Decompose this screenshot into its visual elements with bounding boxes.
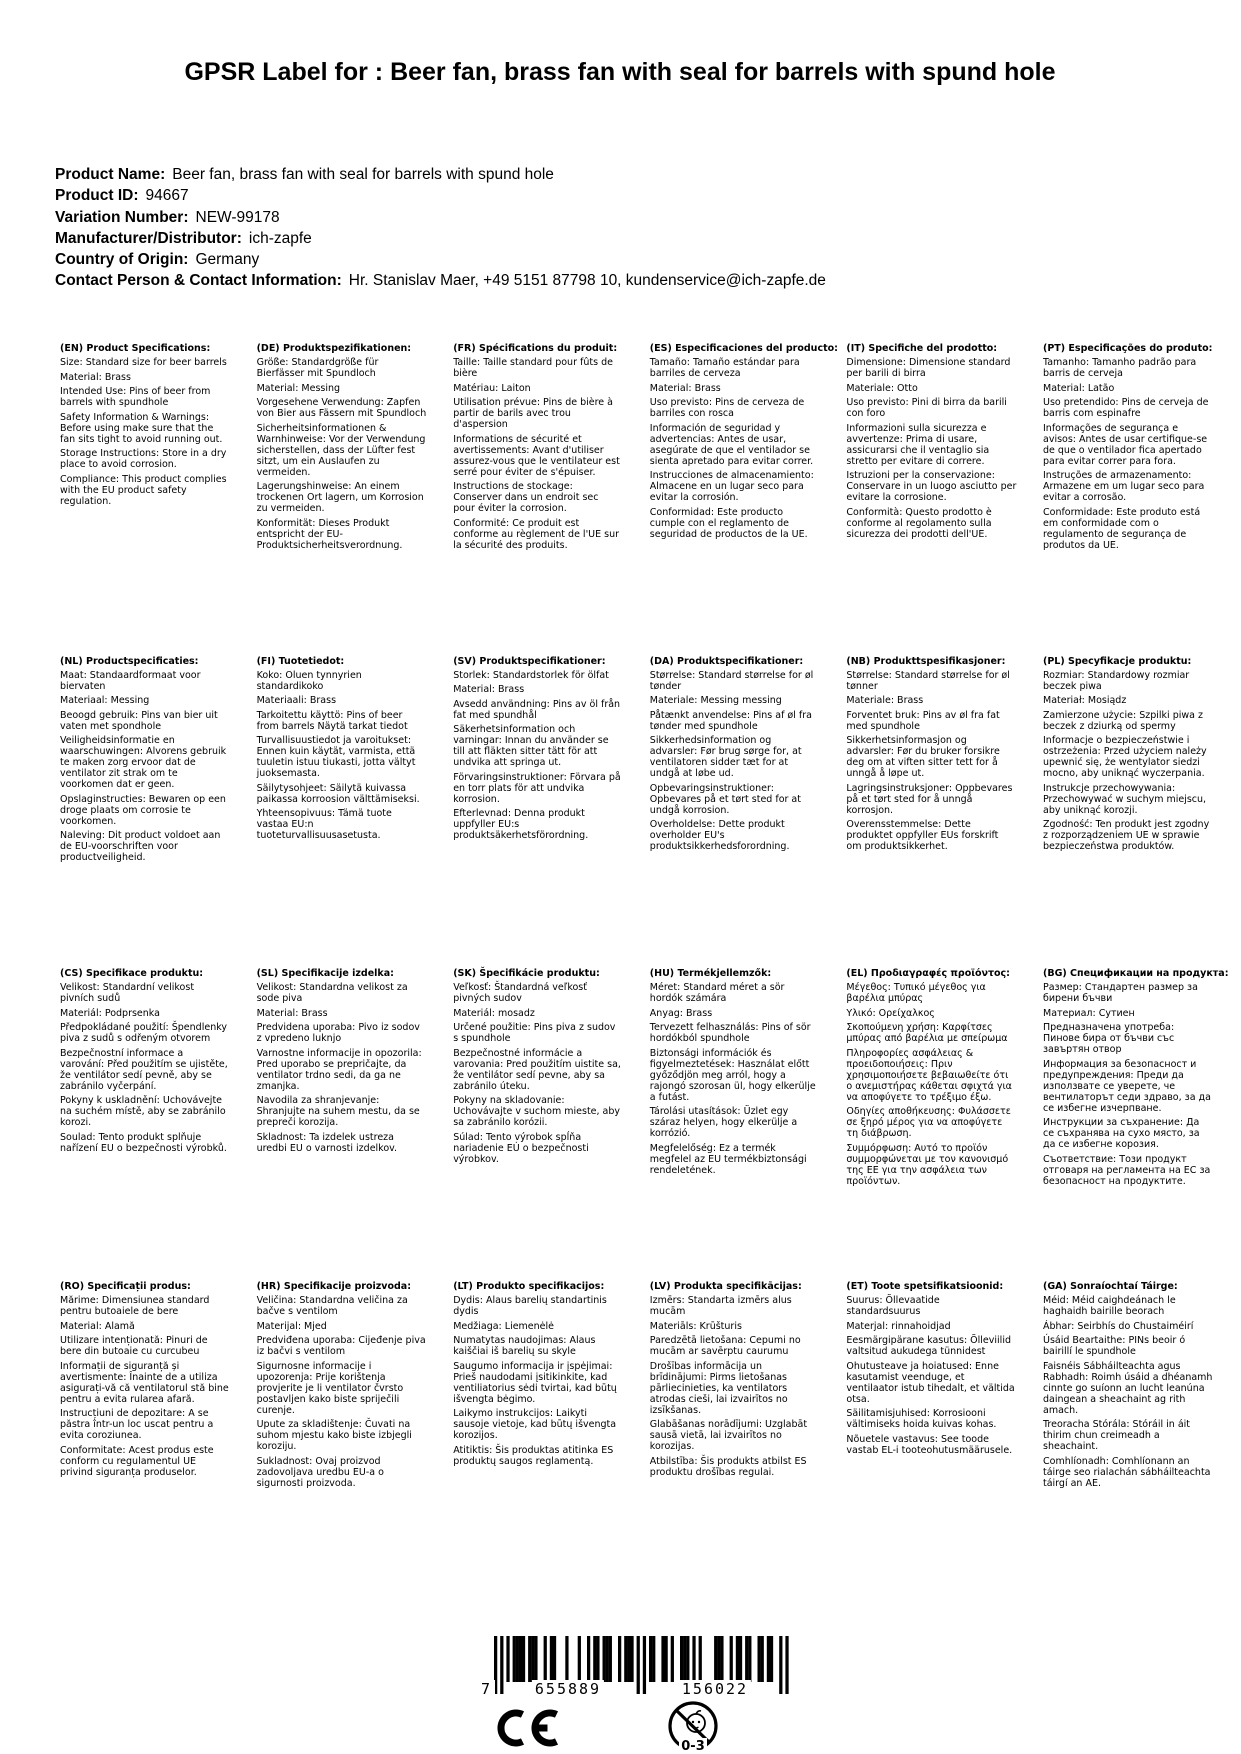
barcode-lead-digit: 7 <box>478 1680 495 1698</box>
language-heading: (FI) Tuotetiedot: <box>256 655 345 667</box>
product-info-line <box>55 249 1155 270</box>
language-block <box>1043 1281 1219 1492</box>
language-block <box>650 968 826 1179</box>
barcode <box>478 1636 808 1702</box>
spec-item: Sikkerhetsinformasjon og advarsler: Før du bruker forsikre deg om at viften sitter tett for å unngå å løpe ut. <box>846 735 1000 780</box>
spec-item: Beoogd gebruik: Pins van bier uit vaten met spondhole <box>60 709 218 732</box>
spec-item: Materijal: Mjed <box>256 1320 327 1332</box>
language-block <box>846 968 1022 1190</box>
spec-item: Materiał: Mosiądz <box>1043 695 1127 707</box>
spec-item: Säkerhetsinformation och varningar: Innan du använder se till att fläkten sitter tätt för att undvika att springa ut. <box>453 724 609 769</box>
field-value: NEW-99178 <box>195 208 280 226</box>
spec-item: Size: Standard size for beer barrels <box>60 357 227 368</box>
spec-item: Intended Use: Pins of beer from barrels with spundhole <box>60 386 211 408</box>
field-value: ich-zapfe <box>248 229 312 247</box>
spec-item: Avsedd användning: Pins av öl från fat med spundhål <box>453 698 621 721</box>
spec-item: Предназначена употреба: Пинове бира от бъчви със завъртян отвор <box>1043 1022 1175 1056</box>
spec-item: Velikost: Standardní velikost pivních sudů <box>60 982 195 1005</box>
language-block <box>846 343 1022 543</box>
language-heading: (CS) Specifikace produktu: <box>60 968 204 980</box>
spec-item: Ábhar: Seirbhís do Chustaiméirí <box>1043 1320 1194 1332</box>
page-title: GPSR Label for : Beer fan, brass fan with seal for barrels with spund hole <box>184 58 1056 86</box>
spec-item: Påtænkt anvendelse: Pins af øl fra tønder med spundhole <box>649 709 812 732</box>
spec-item: Úsáid Beartaithe: PINs beoir ó bairillí le spundhole <box>1043 1335 1186 1358</box>
spec-item: Zgodność: Ten produkt jest zgodny z rozporządzeniem UE w sprawie bezpieczeństwa produktów. <box>1043 819 1210 853</box>
spec-item: Faisnéis Sábháilteachta agus Rabhadh: Roimh úsáid a dhéanamh cinnte go suíonn an lucht leanúna daingean a sheachaint ag rith amach. <box>1043 1360 1213 1416</box>
spec-item: Размер: Стандартен размер за бирени бъчви <box>1043 982 1198 1005</box>
spec-item: Veiligheidsinformatie en waarschuwingen: Alvorens gebruik te maken zorg ervoor dat de ventilator zit strak om te voorkomen dat er geen. <box>60 735 227 791</box>
spec-item: Utilisation prévue: Pins de bière à partir de barils avec trou d'aspersion <box>453 397 613 430</box>
spec-item: Konformität: Dieses Produkt entspricht der EU-Produktsicherheitsverordnung. <box>256 517 403 551</box>
spec-item: Paredzētā lietošana: Cepumi no mucām ar savērptu caurumu <box>649 1335 801 1358</box>
language-heading: (ES) Especificaciones del producto: <box>649 343 838 354</box>
spec-item: Tamanho: Tamanho padrão para barris de cerveja <box>1043 357 1197 379</box>
spec-item: Instructions de stockage: Conserver dans un endroit sec pour éviter la corrosion. <box>453 481 599 514</box>
spec-item: Tárolási utasítások: Üzlet egy száraz helyen, hogy elkerülje a korrózió. <box>649 1106 798 1140</box>
spec-item: Tarkoitettu käyttö: Pins of beer from barrels Näytä tarkat tiedot <box>256 709 408 732</box>
spec-item: Upute za skladištenje: Čuvati na suhom mjestu kako biste izbjegli koroziju. <box>256 1419 412 1453</box>
age-warning-0-3-icon <box>666 1700 720 1754</box>
language-heading: (SV) Produktspecifikationer: <box>453 655 606 667</box>
language-heading: (EL) Προδιαγραφές προϊόντος: <box>846 968 1010 980</box>
spec-item: Varnostne informacije in opozorila: Pred uporabo se prepričajte, da ventilator trdno sedi, da ga ne zmanjka. <box>256 1047 422 1092</box>
language-block <box>649 343 838 543</box>
language-block <box>453 1281 629 1470</box>
spec-item: Opbevaringsinstruktioner: Opbevares på et tørt sted for at undgå korrosion. <box>649 782 801 816</box>
field-label: Product Name: <box>55 166 166 183</box>
spec-item: Съответствие: Този продукт отговаря на регламента на ЕС за безопасност на продуктите. <box>1043 1153 1211 1187</box>
field-label: Manufacturer/Distributor: <box>55 229 242 247</box>
spec-item: Predvidena uporaba: Pivo iz sodov z vpredeno luknjo <box>256 1022 420 1045</box>
spec-item: Anyag: Brass <box>649 1007 713 1019</box>
language-block <box>1043 968 1229 1190</box>
age-warning-text: 0-3 <box>681 1739 705 1754</box>
spec-item: Suurus: Õllevaatide standardsuurus <box>846 1295 940 1318</box>
spec-item: Størrelse: Standard størrelse for øl tønder <box>649 669 814 692</box>
spec-item: Efterlevnad: Denna produkt uppfyller EU:s produktsäkerhetsförordning. <box>453 808 589 842</box>
spec-item: Информация за безопасност и предупреждения: Преди да използвате се уверете, че вентилаторът седи здраво, за да се избегне изчерпване. <box>1043 1058 1211 1114</box>
product-info-line <box>55 164 1155 185</box>
spec-item: Bezpečnostné informácie a varovania: Pred použitím uistite sa, že ventilátor sedí pevne, aby sa zabránilo úteku. <box>453 1047 621 1092</box>
spec-item: Opslaginstructies: Bewaren op een droge plaats om corrosie te voorkomen. <box>60 793 226 827</box>
language-block <box>60 343 236 510</box>
spec-item: Drošības informācija un brīdinājumi: Pirms lietošanas pārliecinieties, ka ventilators atrodas cieši, lai izvairītos no izsīkšanas. <box>649 1360 788 1416</box>
spec-item: Υλικό: Ορείχαλκος <box>846 1007 935 1019</box>
spec-item: Yhteensopivuus: Tämä tuote vastaa EU:n tuoteturvallisuusasetusta. <box>256 808 392 842</box>
spec-item: Materjal: rinnahoidjad <box>846 1320 951 1332</box>
spec-item: Materiale: Brass <box>846 695 924 707</box>
language-block <box>257 1281 433 1492</box>
spec-item: Turvallisuustiedot ja varoitukset: Ennen kuin käytät, varmista, että tuuletin istuu tiukasti, jotta vältyt juoksemasta. <box>256 735 416 780</box>
spec-item: Dimensione: Dimensione standard per barili di birra <box>846 357 1011 379</box>
product-info-line <box>55 207 1155 228</box>
language-heading: (IT) Specifiche del prodotto: <box>846 343 998 354</box>
spec-item: Atitiktis: Šis produktas atitinka ES produktų saugos reglamentą. <box>453 1444 614 1467</box>
spec-item: Pokyny k uskladnění: Uchovávejte na suchém místě, aby se zabránilo korozi. <box>60 1095 226 1129</box>
spec-item: Dydis: Alaus barelių standartinis dydis <box>453 1295 607 1318</box>
spec-item: Biztonsági információk és figyelmeztetések: Használat előtt győződjön meg arról, hogy a rajongó szorosan ül, hogy elkerülje a futást. <box>649 1047 816 1103</box>
language-block <box>60 968 236 1157</box>
product-info-line <box>55 185 1155 206</box>
spec-item: Saugumo informacija ir įspėjimai: Prieš naudodami įsitikinkite, kad ventiliatorius sėdi tvirtai, kad būtų išvengta bėgimo. <box>453 1360 617 1405</box>
spec-item: Numatytas naudojimas: Alaus kaiščiai iš barelių su skyle <box>453 1335 596 1358</box>
spec-item: Material: Brass <box>60 371 131 383</box>
spec-item: Určené použitie: Pins piva z sudov s spundhole <box>453 1022 616 1045</box>
field-label: Variation Number: <box>55 208 189 226</box>
field-label: Country of Origin: <box>55 251 189 269</box>
spec-item: Instruções de armazenamento: Armazene em um lugar seco para evitar a corrosão. <box>1043 470 1205 503</box>
spec-item: Materiál: mosadz <box>453 1007 535 1019</box>
language-heading: (HU) Termékjellemzők: <box>649 968 772 980</box>
spec-item: Säilitamisjuhised: Korrosiooni vältimiseks hoida kuivas kohas. <box>846 1408 997 1431</box>
ce-mark-icon <box>496 1706 564 1750</box>
spec-item: Sikkerhedsinformation og advarsler: Før brug sørge for, at ventilatoren sidder tæt for at undgå at løbe ud. <box>649 735 802 780</box>
language-heading: (BG) Спецификации на продукта: <box>1043 968 1229 980</box>
language-heading: (EN) Product Specifications: <box>60 343 211 354</box>
language-heading: (RO) Specificații produs: <box>60 1281 191 1293</box>
spec-item: Instrukcje przechowywania: Przechowywać w suchym miejscu, aby uniknąć korozji. <box>1043 782 1207 816</box>
spec-item: Säilytysohjeet: Säilytä kuivassa paikassa korroosion välttämiseksi. <box>256 782 420 805</box>
language-heading: (LT) Produkto specifikacijos: <box>453 1281 605 1293</box>
spec-item: Conformité: Ce produit est conforme au règlement de l'UE sur la sécurité des produits. <box>453 517 620 551</box>
language-heading: (LV) Produkta specifikācijas: <box>649 1281 802 1293</box>
spec-item: Инструкции за съхранение: Да се съхранява на сухо място, за да се избегне корозия. <box>1043 1117 1200 1151</box>
product-info <box>55 164 1155 292</box>
language-heading: (SK) Špecifikácie produktu: <box>453 968 600 980</box>
spec-item: Informações de segurança e avisos: Antes de usar certifique-se de que o ventilador fica apertado para evitar correr para fora. <box>1043 422 1208 467</box>
language-block <box>60 1281 236 1481</box>
language-block <box>1043 343 1219 554</box>
spec-item: Instrucciones de almacenamiento: Almacene en un lugar seco para evitar la corrosión. <box>649 470 814 503</box>
spec-item: Koko: Oluen tynnyrien standardikoko <box>256 669 362 692</box>
spec-item: Συμμόρφωση: Αυτό το προϊόν συμμορφώνεται με τον κανονισμό της ΕΕ για την ασφάλεια των προϊόντων. <box>846 1142 1009 1187</box>
language-heading: (NB) Produkttspesifikasjoner: <box>846 655 1006 667</box>
spec-item: Compliance: This product complies with the EU product safety regulation. <box>60 473 227 507</box>
spec-item: Treoracha Stórála: Stóráil in áit thirim chun creimeadh a sheachaint. <box>1043 1419 1191 1453</box>
spec-item: Matériau: Laiton <box>453 382 531 394</box>
product-info-line <box>55 228 1155 249</box>
spec-item: Materiāls: Krūšturis <box>649 1320 742 1332</box>
spec-item: Overholdelse: Dette produkt overholder EU's produktsikkerhedsforordning. <box>649 819 790 853</box>
language-heading: (DE) Produktspezifikationen: <box>256 343 412 354</box>
spec-item: Veličina: Standardna veličina za bačve s ventilom <box>256 1295 408 1318</box>
spec-item: Conformidad: Este producto cumple con el reglamento de seguridad de productos de la UE. <box>649 506 808 540</box>
language-block <box>846 1281 1022 1459</box>
language-block <box>453 968 629 1168</box>
spec-item: Material: Brass <box>649 382 721 394</box>
language-heading: (NL) Productspecificaties: <box>60 655 199 667</box>
spec-item: Materiaal: Messing <box>60 695 150 707</box>
spec-item: Rozmiar: Standardowy rozmiar beczek piwa <box>1043 669 1190 692</box>
spec-item: Förvaringsinstruktioner: Förvara på en torr plats för att undvika korrosion. <box>453 771 621 805</box>
spec-item: Predviđena uporaba: Cijeđenje piva iz bačvi s ventilom <box>256 1335 426 1358</box>
spec-item: Zamierzone użycie: Szpilki piwa z beczek z dziurką od spermy <box>1043 709 1203 732</box>
language-heading: (PT) Especificações do produto: <box>1043 343 1213 354</box>
spec-item: Izmērs: Standarta izmērs alus mucām <box>649 1295 792 1318</box>
spec-item: Material: Brass <box>256 1007 328 1019</box>
spec-item: Lagerungshinweise: An einem trockenen Ort lagern, um Korrosion zu vermeiden. <box>256 481 424 514</box>
language-heading: (DA) Produktspecifikationer: <box>649 655 804 667</box>
language-heading: (SL) Specifikacije izdelka: <box>256 968 394 980</box>
spec-item: Información de seguridad y advertencias: Antes de usar, asegúrate de que el ventilador se sienta apretado para evitar correr. <box>649 422 814 467</box>
spec-item: Forventet bruk: Pins av øl fra fat med spundhole <box>846 709 1000 732</box>
spec-item: Vorgesehene Verwendung: Zapfen von Bier aus Fässern mit Spundloch <box>256 397 427 419</box>
spec-item: Informacje o bezpieczeństwie i ostrzeżenia: Przed użyciem należy upewnić się, że wentylator siedzi mocno, aby uniknąć wyczerpania. <box>1043 735 1207 780</box>
spec-item: Sicherheitsinformationen & Warnhinweise: Vor der Verwendung sicherstellen, dass der Lüfter fest sitzt, um ein Auslaufen zu vermeiden. <box>256 422 426 478</box>
spec-item: Comhlíonadh: Comhlíonann an táirge seo rialachán sábháilteachta táirgí an AE. <box>1043 1455 1211 1489</box>
spec-item: Μέγεθος: Τυπικό μέγεθος για βαρέλια μπύρας <box>846 982 986 1005</box>
language-block <box>453 343 629 554</box>
spec-item: Megfelelőség: Ez a termék megfelel az EU termékbiztonsági rendeletének. <box>649 1142 807 1176</box>
spec-item: Eesmärgipärane kasutus: Õlleviilid valtsitud aukudega tünnidest <box>846 1335 1011 1358</box>
spec-item: Taille: Taille standard pour fûts de bière <box>453 357 613 379</box>
spec-item: Πληροφορίες ασφάλειας & προειδοποιήσεις: Πριν χρησιμοποιήσετε βεβαιωθείτε ότι ο ανεμιστήρας κάθεται σφιχτά για να αποφύγετε το τρέξιμο έξω. <box>846 1047 1012 1103</box>
spec-item: Safety Information & Warnings: Before using make sure that the fan sits tight to avoid running out. <box>60 411 223 445</box>
spec-item: Istruzioni per la conservazione: Conservare in un luogo asciutto per evitare la corrosione. <box>846 470 1017 503</box>
field-value: Hr. Stanislav Maer, +49 5151 87798 10, kundenservice@ich-zapfe.de <box>348 272 826 290</box>
spec-item: Súlad: Tento výrobok spĺňa nariadenie EÚ o bezpečnosti výrobkov. <box>453 1131 589 1165</box>
spec-item: Naleving: Dit product voldoet aan de EU-voorschriften voor productveiligheid. <box>60 830 221 864</box>
spec-item: Lagringsinstruksjoner: Oppbevares på et tørt sted for å unngå korrosjon. <box>846 782 1013 816</box>
spec-item: Sigurnosne informacije i upozorenja: Prije korištenja provjerite je li ventilator čvrsto postavljen kako biste spriječili curenje. <box>256 1360 404 1416</box>
language-heading: (ET) Toote spetsifikatsioonid: <box>846 1281 1004 1293</box>
spec-item: Navodila za shranjevanje: Shranjujte na suhem mestu, da se prepreči korozija. <box>256 1095 420 1129</box>
spec-item: Tamaño: Tamaño estándar para barriles de cerveza <box>649 357 800 379</box>
spec-item: Storage Instructions: Store in a dry place to avoid corrosion. <box>60 448 227 470</box>
spec-item: Material: Brass <box>453 684 525 696</box>
language-block <box>846 656 1022 856</box>
spec-item: Material: Latão <box>1043 382 1115 394</box>
field-value: 94667 <box>145 187 189 205</box>
language-heading: (FR) Spécifications du produit: <box>453 343 618 354</box>
spec-item: Pokyny na skladovanie: Uchovávajte v suchom mieste, aby sa zabránilo korózii. <box>453 1095 621 1129</box>
spec-item: Veľkosť: Štandardná veľkosť pivných sudov <box>453 982 587 1005</box>
spec-item: Sukladnost: Ovaj proizvod zadovoljava uredbu EU-a o sigurnosti proizvoda. <box>256 1455 384 1489</box>
spec-item: Uso pretendido: Pins de cerveja de barris com espinafre <box>1043 397 1209 419</box>
spec-item: Materiál: Podprsenka <box>60 1007 160 1019</box>
barcode-left-digits: 655889 <box>532 1680 604 1698</box>
spec-item: Materiale: Messing messing <box>649 695 782 707</box>
spec-item: Materiale: Otto <box>846 382 918 394</box>
spec-item: Størrelse: Standard størrelse for øl tønner <box>846 669 1010 692</box>
spec-item: Uso previsto: Pins de cerveza de barriles con rosca <box>649 397 805 419</box>
language-heading: (HR) Specifikacije proizvoda: <box>256 1281 412 1293</box>
language-block <box>453 656 629 845</box>
spec-item: Materiaali: Brass <box>256 695 337 707</box>
spec-item: Skladnost: Ta izdelek ustreza uredbi EU o varnosti izdelkov. <box>256 1131 398 1154</box>
language-block <box>60 656 236 867</box>
spec-item: Material: Alamă <box>60 1320 135 1332</box>
field-label: Contact Person & Contact Information: <box>55 272 342 290</box>
spec-item: Předpokládané použití: Špendlenky piva z sudů s odřeným otvorem <box>60 1022 227 1045</box>
spec-item: Overensstemmelse: Dette produktet oppfyller EUs forskrift om produktsikkerhet. <box>846 819 999 853</box>
spec-item: Conformidade: Este produto está em conformidade com o regulamento de segurança de produtos da UE. <box>1043 506 1201 551</box>
spec-item: Mărime: Dimensiunea standard pentru butoaiele de bere <box>60 1295 210 1318</box>
barcode-right-digits: 156022 <box>679 1680 751 1698</box>
spec-item: Informazioni sulla sicurezza e avvertenze: Prima di usare, assicurarsi che il ventaglio sia stretto per evitare di correre. <box>846 422 990 467</box>
field-value: Beer fan, brass fan with seal for barrels with spund hole <box>172 166 554 183</box>
spec-item: Instrucțiuni de depozitare: A se păstra într-un loc uscat pentru a evita coroziunea. <box>60 1408 214 1442</box>
language-block <box>257 343 433 554</box>
spec-item: Conformità: Questo prodotto è conforme al regolamento sulla sicurezza dei prodotti dell'UE. <box>846 506 992 540</box>
spec-item: Laikymo instrukcijos: Laikyti sausoje vietoje, kad būtų išvengta korozijos. <box>453 1408 617 1442</box>
spec-item: Материал: Сутиен <box>1043 1007 1135 1019</box>
spec-item: Οδηγίες αποθήκευσης: Φυλάσσετε σε ξηρό μέρος για να αποφύγετε τη διάβρωση. <box>846 1106 1011 1140</box>
spec-item: Velikost: Standardna velikost za sode piva <box>256 982 408 1005</box>
language-block <box>257 968 433 1157</box>
spec-item: Σκοπούμενη χρήση: Καρφίτσες μπύρας από βαρέλια με σπείρωμα <box>846 1022 1008 1045</box>
product-info-line <box>55 270 1155 291</box>
spec-item: Conformitate: Acest produs este conform cu regulamentul UE privind siguranța produselor. <box>60 1444 214 1478</box>
spec-item: Uso previsto: Pini di birra da barili con foro <box>846 397 1007 419</box>
spec-item: Maat: Standaardformaat voor biervaten <box>60 669 201 692</box>
spec-item: Bezpečnostní informace a varování: Před použitím se ujistěte, že ventilátor sedí pevně, aby se zabránilo vyčerpání. <box>60 1047 228 1092</box>
spec-item: Material: Messing <box>256 382 341 394</box>
field-label: Product ID: <box>55 187 139 205</box>
spec-item: Atbilstība: Šis produkts atbilst ES produktu drošības regulai. <box>649 1455 807 1478</box>
spec-item: Méid: Méid caighdeánach le haghaidh bairille beorach <box>1043 1295 1176 1318</box>
language-block <box>650 1281 826 1481</box>
spec-item: Nõuetele vastavus: See toode vastab EL-i tooteohutusmäärusele. <box>846 1433 1013 1456</box>
language-block <box>257 656 433 845</box>
language-block <box>1043 656 1219 856</box>
spec-item: Informații de siguranță și avertismente: Înainte de a utiliza asigurați-vă că ventilatorul stă bine pentru a evita rularea afară. <box>60 1360 229 1405</box>
field-value: Germany <box>195 251 260 269</box>
spec-item: Méret: Standard méret a sör hordók számára <box>649 982 785 1005</box>
language-block <box>650 656 826 856</box>
spec-item: Medžiaga: Liemenėlė <box>453 1320 555 1332</box>
spec-item: Storlek: Standardstorlek för ölfat <box>453 669 609 681</box>
spec-item: Informations de sécurité et avertissements: Avant d'utiliser assurez-vous que le ventilateur est serré pour éviter de s'épuiser. <box>453 433 620 478</box>
language-heading: (PL) Specyfikacje produktu: <box>1043 655 1192 667</box>
language-heading: (GA) Sonraíochtaí Táirge: <box>1043 1281 1178 1293</box>
spec-item: Ohutusteave ja hoiatused: Enne kasutamist veenduge, et ventilaator istub tihedalt, et vältida otsa. <box>846 1360 1015 1405</box>
spec-item: Utilizare intenționată: Pinuri de bere din butoaie cu curcubeu <box>60 1335 208 1358</box>
spec-item: Tervezett felhasználás: Pins of sör hordókból spundhole <box>649 1022 811 1045</box>
spec-item: Größe: Standardgröße für Bierfässer mit Spundloch <box>256 357 379 379</box>
spec-item: Glabāšanas norādījumi: Uzglabāt sausā vietā, lai izvairītos no korozijas. <box>649 1419 808 1453</box>
spec-item: Soulad: Tento produkt splňuje nařízení EU o bezpečnosti výrobků. <box>60 1131 227 1154</box>
